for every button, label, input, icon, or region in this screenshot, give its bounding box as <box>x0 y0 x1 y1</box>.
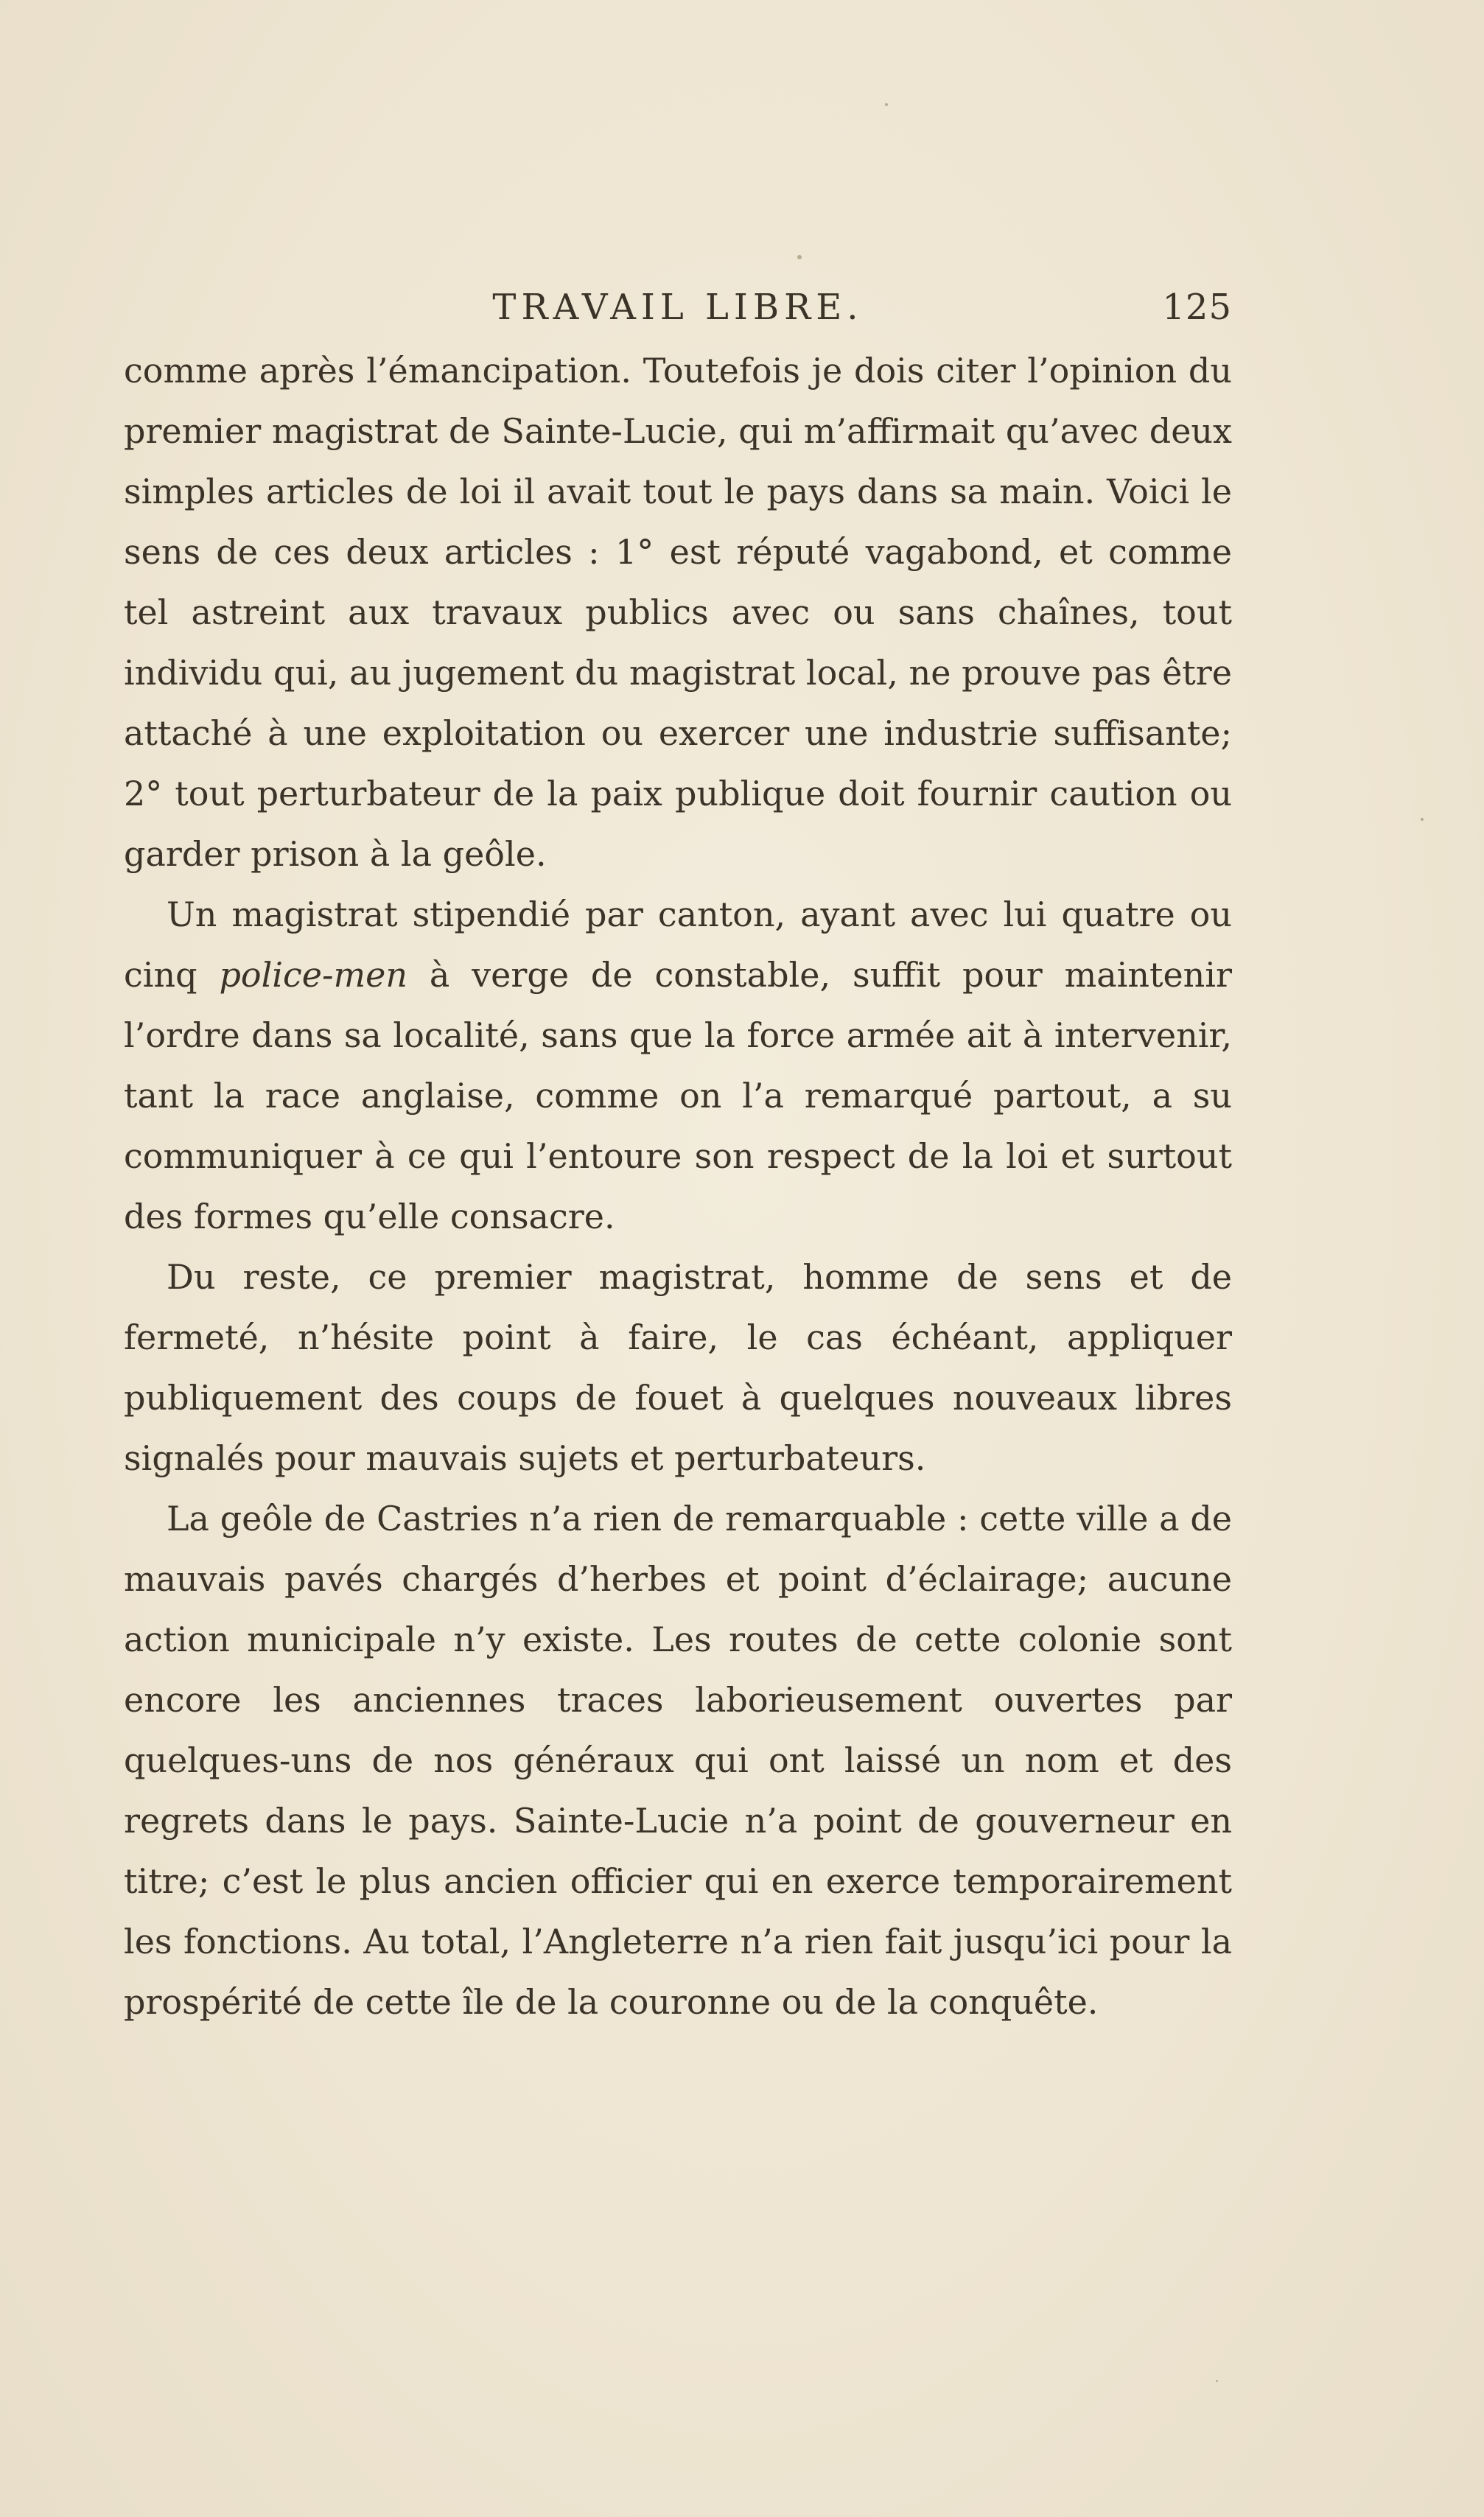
page-header <box>124 274 1232 340</box>
italic-term: police-men <box>219 955 407 995</box>
paragraph-1: comme après l’émancipation. Toutefois je dois citer l’opinion du premier magistrat de Sainte-Lucie, qui m’affirmait qu’avec deux simples articles de loi il avait tout le pays dans sa main. Voici le sens de ces deux articles : 1° est réputé vagabond, et comme tel astreint aux travaux publics avec ou sans chaînes, tout individu qui, au jugement du magistrat local, ne prouve pas être attaché à une exploitation ou exercer une industrie suffisante; 2° tout perturbateur de la paix publique doit fournir caution ou garder prison à la geôle. <box>124 351 1232 874</box>
page-number: 125 <box>1162 287 1232 328</box>
running-title: TRAVAIL LIBRE. <box>492 287 864 328</box>
body-text <box>124 340 1232 2032</box>
paragraph-3: Du reste, ce premier magistrat, homme de sens et de fermeté, n’hésite point à faire, le cas échéant, appliquer publiquement des coups de fouet à quelques nouveaux libres signalés pour mauvais sujets et perturbateurs. <box>124 1257 1232 1478</box>
paragraph-2-end: à verge de constable, suffit pour maintenir l’ordre dans sa localité, sans que la force armée ait à intervenir, tant la race anglaise, comme on l’a remarqué partout, a su communiquer à ce qui l’entoure son respect de la loi et surtout des formes qu’elle consacre. <box>124 955 1233 1236</box>
paper-speck <box>1216 2380 1218 2382</box>
paragraph-2 <box>124 884 1232 1247</box>
paper-speck <box>797 255 802 259</box>
paragraph-4: La geôle de Castries n’a rien de remarquable : cette ville a de mauvais pavés chargés d’herbes et point d’éclairage; aucune action municipale n’y existe. Les routes de cette colonie sont encore les anciennes traces laborieusement ouvertes par quelques-uns de nos généraux qui ont laissé un nom et des regrets dans le pays. Sainte-Lucie n’a point de gouverneur en titre; c’est le plus ancien officier qui en exerce temporairement les fonctions. Au total, l’Angleterre n’a rien fait jusqu’ici pour la prospérité de cette île de la couronne ou de la conquête. <box>124 1499 1232 2022</box>
paragraph-2-start: Un magistrat stipendié par canton, ayant avec lui quatre ou cinq <box>124 895 1232 995</box>
paper-speck <box>1421 818 1424 821</box>
paper-speck <box>885 103 888 106</box>
